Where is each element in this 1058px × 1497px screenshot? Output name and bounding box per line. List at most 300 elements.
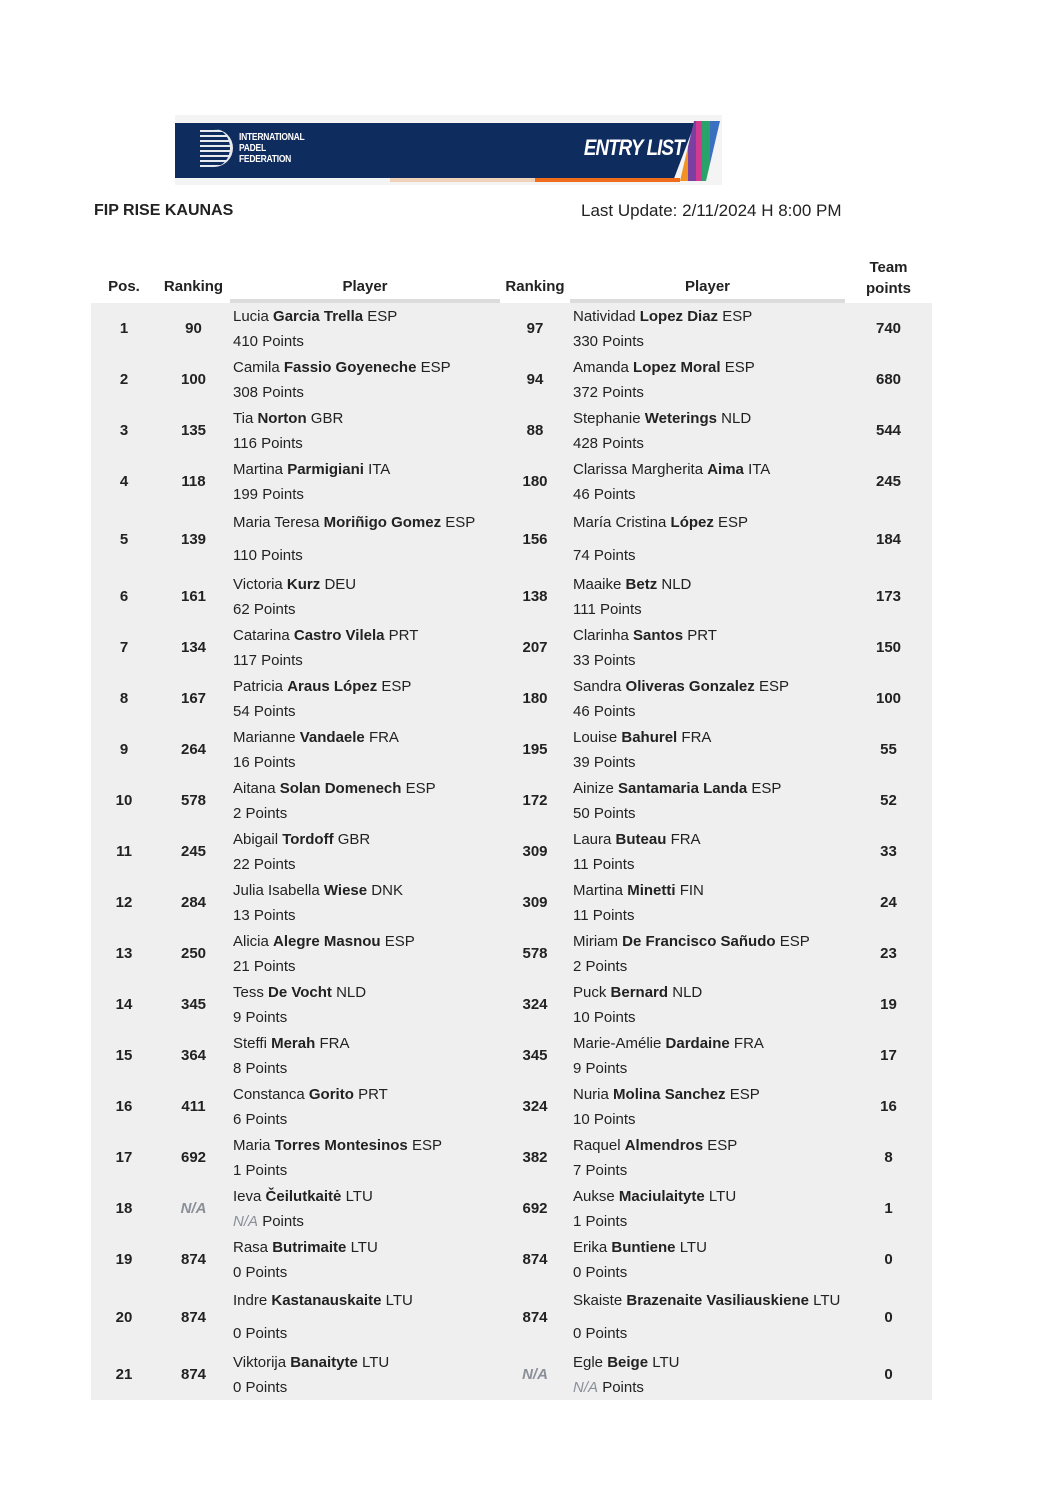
player-last-name: Lopez Moral (633, 358, 721, 376)
player-country: ESP (758, 677, 789, 695)
table-row (91, 571, 932, 622)
player-points (573, 903, 845, 928)
player-first-name: Steffi (233, 1034, 267, 1052)
player-name (233, 623, 500, 648)
player-country: LTU (679, 1238, 707, 1256)
player-last-name: Oliveras Gonzalez (625, 677, 755, 695)
team-points: 544 (875, 422, 902, 439)
player-last-name: Tordoff (282, 830, 334, 848)
player-last-name: De Vocht (268, 983, 332, 1001)
player-points-value: N/A (573, 1378, 599, 1396)
team-points: 17 (880, 1047, 897, 1064)
points-label: Points (245, 1110, 288, 1128)
player-points-value: 22 (233, 855, 250, 873)
player-points (233, 954, 500, 979)
player-cell (230, 622, 500, 673)
fip-logo-icon (200, 129, 233, 167)
player-country: ESP (445, 514, 476, 531)
points-label: Points (253, 702, 296, 720)
player-ranking: 382 (522, 1149, 548, 1166)
player-country: LTU (350, 1238, 378, 1256)
player-ranking: 692 (522, 1200, 548, 1217)
player-points-value: 1 (573, 1212, 582, 1230)
player-points-value: 10 (573, 1110, 590, 1128)
player-points (233, 1209, 500, 1234)
player-points-value: 330 (573, 332, 599, 350)
player-points-value: 308 (233, 383, 259, 401)
position: 9 (119, 741, 129, 758)
player-points (233, 1005, 500, 1030)
player-last-name: Molina Sanchez (613, 1085, 726, 1103)
player-ranking: 264 (180, 741, 207, 758)
player-ranking: 874 (180, 1366, 207, 1383)
points-label: Points (593, 651, 636, 669)
player-last-name: Bernard (610, 983, 669, 1001)
player-points (573, 648, 845, 673)
player-country: LTU (345, 1187, 373, 1205)
last-update: Last Update: 2/11/2024 H 8:00 PM (581, 201, 842, 220)
player-cell (570, 1132, 845, 1183)
player-last-name: Fassio Goyeneche (283, 358, 417, 376)
player-ranking: 118 (181, 473, 206, 490)
player-first-name: Camila (233, 358, 280, 376)
player-last-name: Čeilutkaitė (265, 1187, 342, 1205)
player-points (573, 1260, 845, 1285)
player-cell (570, 979, 845, 1030)
player-last-name: Almendros (624, 1136, 704, 1154)
player-ranking: 172 (522, 792, 548, 809)
player-country: FRA (681, 728, 712, 746)
fip-logo (200, 129, 316, 167)
player-points-value: N/A (233, 1212, 259, 1230)
table-row (91, 775, 932, 826)
player-first-name: Julia Isabella (233, 881, 320, 899)
position: 10 (115, 792, 133, 809)
player-name (573, 674, 845, 699)
player-points-value: 8 (233, 1059, 242, 1077)
player-country: ITA (748, 460, 771, 478)
player-country: ESP (381, 677, 412, 695)
player-first-name: Indre (233, 1292, 268, 1309)
player-ranking: 364 (180, 1047, 207, 1064)
player-first-name: Sandra (573, 677, 622, 695)
entry-list-banner (175, 115, 722, 185)
team-points: 245 (875, 473, 902, 490)
player-cell (570, 877, 845, 928)
player-ranking: 90 (185, 320, 202, 337)
player-name (573, 1288, 845, 1313)
position: 8 (119, 690, 129, 707)
player-name (573, 1235, 845, 1260)
player-cell (570, 1349, 845, 1400)
player-country: NLD (661, 575, 692, 593)
player-first-name: Victoria (233, 575, 283, 593)
player-name (233, 572, 500, 597)
player-points-value: 0 (233, 1378, 242, 1396)
player-name (233, 1350, 500, 1375)
player-name (573, 827, 845, 852)
player-ranking: 874 (180, 1308, 207, 1326)
player-points (573, 1005, 845, 1030)
player-ranking: 135 (180, 422, 207, 439)
points-label: Points (593, 547, 636, 564)
player-cell (570, 724, 845, 775)
player-points (233, 431, 500, 456)
player-last-name: Bahurel (621, 728, 678, 746)
player-points (573, 1107, 845, 1132)
player-country: ESP (707, 1136, 738, 1154)
player-cell (570, 673, 845, 724)
team-points: 0 (884, 1366, 893, 1383)
player-ranking: 97 (526, 320, 544, 337)
player-points (573, 380, 845, 405)
points-label: Points (262, 485, 304, 503)
player-country: ESP (729, 1085, 760, 1103)
player-name (573, 1184, 845, 1209)
player-last-name: Butrimaite (272, 1238, 347, 1256)
player-points-value: 372 (573, 383, 599, 401)
player-last-name: Torres Montesinos (274, 1136, 408, 1154)
team-points: 184 (875, 530, 902, 548)
player-last-name: López (670, 514, 714, 531)
player-cell (230, 1349, 500, 1400)
player-points-value: 11 (573, 906, 589, 924)
player-last-name: Wiese (323, 881, 368, 899)
player-cell (570, 928, 845, 979)
player-name (233, 406, 500, 431)
points-label: Points (593, 485, 636, 503)
player-cell (230, 571, 500, 622)
player-ranking: 309 (522, 894, 548, 911)
player-ranking: 309 (522, 843, 548, 860)
player-points (233, 482, 500, 507)
player-last-name: Dardaine (665, 1034, 730, 1052)
player-country: ESP (779, 932, 810, 950)
position: 11 (116, 843, 132, 860)
points-label: Points (592, 855, 635, 873)
player-cell (230, 673, 500, 724)
player-points-value: 46 (573, 485, 590, 503)
player-ranking: 874 (522, 1251, 548, 1268)
player-ranking: 100 (180, 371, 207, 388)
player-name (573, 776, 845, 801)
player-last-name: Weterings (644, 409, 717, 427)
player-ranking: 180 (522, 690, 548, 707)
player-last-name: Santamaria Landa (618, 779, 748, 797)
player-ranking: N/A (522, 1366, 548, 1383)
player-country: ESP (751, 779, 782, 797)
player-first-name: Laura (573, 830, 612, 848)
position: 20 (115, 1308, 133, 1326)
table-row (91, 877, 932, 928)
player-points-value: 11 (573, 855, 589, 873)
player-ranking: 139 (180, 530, 207, 548)
position: 4 (119, 473, 129, 490)
player-points-value: 111 (573, 600, 596, 618)
player-cell (570, 1285, 845, 1349)
player-points (233, 903, 500, 928)
points-label: Points (593, 702, 636, 720)
player-name (233, 878, 500, 903)
player-ranking: 874 (522, 1308, 548, 1326)
points-label: Points (245, 1059, 288, 1077)
player-last-name: Moriñigo Gomez (323, 514, 442, 531)
header-ranking-2: Ranking (505, 278, 565, 295)
points-label: Points (262, 332, 304, 350)
player-name (233, 980, 500, 1005)
player-points-value: 46 (573, 702, 590, 720)
player-last-name: Lopez Diaz (639, 307, 719, 325)
player-country: LTU (813, 1292, 841, 1309)
position: 5 (119, 530, 129, 548)
player-points (573, 954, 845, 979)
player-last-name: Betz (625, 575, 658, 593)
player-country: DNK (371, 881, 403, 899)
player-cell (570, 1183, 845, 1234)
position: 3 (119, 422, 129, 439)
player-name (233, 929, 500, 954)
player-name (573, 980, 845, 1005)
points-label: Points (602, 434, 644, 452)
player-points (233, 1375, 500, 1400)
banner-title: ENTRY LIST (583, 135, 684, 160)
player-first-name: Stephanie (573, 409, 641, 427)
points-label: Points (599, 600, 642, 618)
player-country: ESP (367, 307, 398, 325)
player-ranking: 324 (522, 996, 548, 1013)
player-points (233, 543, 500, 568)
header-pos: Pos. (108, 278, 140, 295)
points-label: Points (253, 600, 296, 618)
points-label: Points (585, 1263, 628, 1281)
player-cell (570, 622, 845, 673)
player-points-value: 2 (233, 804, 242, 822)
player-last-name: Solan Domenech (279, 779, 402, 797)
points-label: Points (593, 804, 636, 822)
player-first-name: Catarina (233, 626, 290, 644)
position: 16 (115, 1098, 133, 1115)
table-row (91, 1234, 932, 1285)
player-points-value: 9 (573, 1059, 582, 1077)
player-last-name: Maciulaityte (618, 1187, 705, 1205)
player-cell (230, 456, 500, 507)
player-last-name: Garcia Trella (273, 307, 364, 325)
player-country: FRA (368, 728, 399, 746)
player-last-name: Norton (257, 409, 307, 427)
player-first-name: Lucia (233, 307, 269, 325)
position: 7 (119, 639, 129, 656)
points-label: Points (261, 434, 303, 452)
player-first-name: Patricia (233, 677, 284, 695)
player-cell (230, 1234, 500, 1285)
team-points: 33 (880, 843, 897, 860)
points-label: Points (585, 1161, 628, 1179)
player-cell (230, 1081, 500, 1132)
points-label: Points (253, 906, 296, 924)
player-first-name: Martina (573, 881, 624, 899)
player-points-value: 50 (573, 804, 590, 822)
player-country: LTU (708, 1187, 737, 1205)
player-country: FIN (679, 881, 704, 899)
points-label: Points (262, 383, 304, 401)
player-ranking: 138 (522, 588, 548, 605)
player-name (233, 1288, 500, 1313)
team-points: 100 (875, 690, 902, 707)
player-last-name: Gorito (308, 1085, 354, 1103)
header-team-points: Team points (866, 259, 911, 297)
player-last-name: Minetti (627, 881, 676, 899)
header-player-1: Player (230, 248, 500, 303)
entry-list-table (91, 248, 932, 1400)
points-label: Points (585, 1059, 628, 1077)
player-cell (230, 724, 500, 775)
player-points-value: 21 (233, 957, 250, 975)
player-points (573, 801, 845, 826)
player-name (233, 1133, 500, 1158)
table-row (91, 622, 932, 673)
player-points (233, 750, 500, 775)
player-last-name: Alegre Masnou (273, 932, 381, 950)
points-label: Points (602, 1378, 644, 1396)
player-points-value: 0 (573, 1263, 582, 1281)
player-cell (230, 1132, 500, 1183)
player-name (573, 510, 845, 535)
player-first-name: Maria Teresa (233, 514, 320, 531)
points-label: Points (262, 1212, 304, 1230)
player-last-name: Kurz (286, 575, 321, 593)
player-points (233, 597, 500, 622)
player-points (573, 750, 845, 775)
player-first-name: Marie-Amélie (573, 1034, 662, 1052)
player-last-name: Santos (633, 626, 684, 644)
player-cell (570, 1030, 845, 1081)
player-name (233, 725, 500, 750)
position: 12 (115, 894, 133, 911)
points-label: Points (593, 1008, 636, 1026)
points-label: Points (585, 1325, 628, 1342)
points-label: Points (593, 753, 636, 771)
table-row (91, 1349, 932, 1400)
player-points (573, 1158, 845, 1183)
player-ranking: 134 (180, 639, 207, 656)
table-row (91, 979, 932, 1030)
player-country: ESP (405, 779, 436, 797)
position: 1 (119, 320, 129, 337)
player-first-name: Amanda (573, 358, 629, 376)
position: 18 (115, 1200, 133, 1217)
player-cell (570, 507, 845, 571)
table-row (91, 354, 932, 405)
player-country: ESP (722, 307, 753, 325)
table-row (91, 928, 932, 979)
player-name (573, 1082, 845, 1107)
player-first-name: Tia (233, 409, 254, 427)
player-points-value: 410 (233, 332, 259, 350)
player-points-value: 33 (573, 651, 590, 669)
player-first-name: Erika (573, 1238, 608, 1256)
player-points-value: 74 (573, 547, 590, 564)
player-country: NLD (672, 983, 703, 1001)
player-points-value: 1 (233, 1161, 242, 1179)
position: 17 (115, 1149, 133, 1166)
player-points-value: 62 (233, 600, 250, 618)
player-points (573, 699, 845, 724)
points-label: Points (245, 1378, 288, 1396)
player-ranking: 284 (180, 894, 207, 911)
player-name (573, 1350, 845, 1375)
team-points: 0 (884, 1308, 893, 1326)
player-points (573, 1209, 845, 1234)
player-name (573, 1031, 845, 1056)
player-name (233, 674, 500, 699)
player-cell (570, 303, 845, 354)
player-first-name: Natividad (573, 307, 636, 325)
player-first-name: Ainize (573, 779, 614, 797)
points-label: Points (245, 1008, 288, 1026)
player-first-name: Tess (233, 983, 264, 1001)
player-ranking: 874 (180, 1251, 207, 1268)
player-last-name: Vandaele (299, 728, 365, 746)
player-first-name: Nuria (573, 1085, 609, 1103)
player-cell (570, 354, 845, 405)
player-name (573, 355, 845, 380)
player-points-value: 16 (233, 753, 250, 771)
player-points-value: 7 (573, 1161, 582, 1179)
player-ranking: 161 (180, 588, 207, 605)
player-name (573, 572, 845, 597)
player-name (573, 878, 845, 903)
player-cell (230, 405, 500, 456)
player-first-name: Raquel (573, 1136, 621, 1154)
banner-accent-line (390, 178, 680, 182)
player-points-value: 0 (233, 1263, 242, 1281)
player-first-name: Rasa (233, 1238, 269, 1256)
player-points (573, 482, 845, 507)
player-name (233, 827, 500, 852)
player-country: ESP (384, 932, 415, 950)
position: 15 (115, 1047, 133, 1064)
player-last-name: Araus López (287, 677, 378, 695)
player-country: ESP (420, 358, 451, 376)
player-country: PRT (388, 626, 419, 644)
player-first-name: Maaike (573, 575, 622, 593)
player-cell (230, 775, 500, 826)
player-name (233, 355, 500, 380)
player-first-name: Miriam (573, 932, 618, 950)
position: 6 (119, 588, 129, 605)
team-points: 24 (880, 894, 897, 911)
player-cell (230, 928, 500, 979)
player-first-name: Alicia (233, 932, 269, 950)
player-cell (230, 1030, 500, 1081)
header-player-2: Player (570, 248, 845, 303)
player-country: ESP (411, 1136, 442, 1154)
team-points: 16 (880, 1098, 897, 1115)
player-ranking: 156 (522, 530, 548, 548)
player-points (573, 852, 845, 877)
player-name (233, 510, 500, 535)
points-label: Points (253, 753, 296, 771)
table-row (91, 405, 932, 456)
player-country: LTU (652, 1353, 680, 1371)
player-country: GBR (337, 830, 371, 848)
fip-logo-text: INTERNATIONAL PADEL FEDERATION (239, 131, 305, 165)
player-points (233, 699, 500, 724)
player-ranking: 195 (522, 741, 548, 758)
player-ranking: 345 (522, 1047, 548, 1064)
player-points (573, 1321, 845, 1346)
player-points-value: 116 (233, 434, 257, 452)
